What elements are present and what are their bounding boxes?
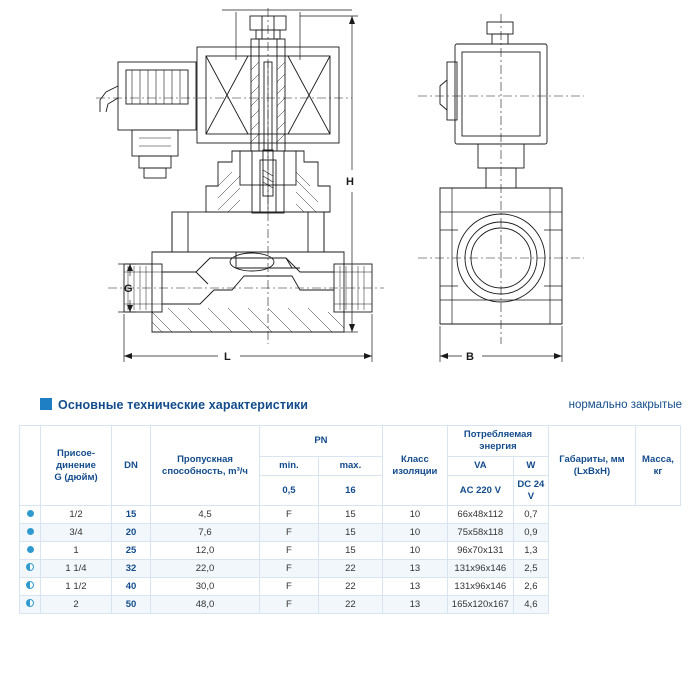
header-bullet	[20, 426, 41, 506]
dimension-label-g	[121, 284, 135, 298]
status-dot	[26, 563, 34, 571]
cell-dn: 15	[112, 506, 151, 524]
row-bullet	[20, 596, 41, 614]
cell-connection: 1	[41, 542, 112, 560]
header-row-main	[20, 426, 681, 457]
cell-dimensions: 75x58x118	[447, 524, 513, 542]
accent-bar	[40, 398, 52, 410]
status-dot	[26, 581, 34, 589]
svg-text:H: H	[346, 176, 354, 188]
cell-dn: 20	[112, 524, 151, 542]
specifications-section	[0, 385, 700, 614]
cell-connection: 1 1/4	[41, 560, 112, 578]
cell-mass: 2,5	[513, 560, 548, 578]
header-mass: Масса, кг	[636, 426, 681, 506]
cell-va: 15	[318, 542, 382, 560]
table-row[interactable]	[20, 506, 681, 524]
status-dot	[27, 546, 34, 553]
cell-connection: 2	[41, 596, 112, 614]
cell-insulation: F	[260, 542, 319, 560]
cell-w: 10	[382, 542, 447, 560]
cell-dimensions: 165x120x167	[447, 596, 513, 614]
row-bullet	[20, 542, 41, 560]
table-row[interactable]	[20, 542, 681, 560]
cell-dimensions: 131x96x146	[447, 560, 513, 578]
cell-connection: 3/4	[41, 524, 112, 542]
pn-min-value: 0,5	[260, 475, 319, 506]
table-row[interactable]	[20, 560, 681, 578]
cell-w: 10	[382, 524, 447, 542]
header-power: Потребляемая энергия	[447, 426, 548, 457]
row-bullet	[20, 560, 41, 578]
header-capacity: Пропускная способность, m³/ч	[151, 426, 260, 506]
header-pn-min: min.	[260, 456, 319, 475]
table-body	[20, 506, 681, 614]
dimension-label-b	[463, 350, 477, 364]
side-outline-view	[418, 14, 584, 363]
svg-text:B: B	[466, 351, 474, 363]
cell-dn: 32	[112, 560, 151, 578]
header-power-va-sub: AC 220 V	[447, 475, 513, 506]
cell-capacity: 4,5	[151, 506, 260, 524]
cell-mass: 2,6	[513, 578, 548, 596]
section-title: Основные технические характеристики	[58, 398, 308, 412]
cell-dimensions: 66x48x112	[447, 506, 513, 524]
cell-insulation: F	[260, 596, 319, 614]
cell-mass: 0,7	[513, 506, 548, 524]
cell-dimensions: 96x70x131	[447, 542, 513, 560]
cell-dn: 40	[112, 578, 151, 596]
cell-insulation: F	[260, 560, 319, 578]
header-pn-max: max.	[318, 456, 382, 475]
header-pn: PN	[260, 426, 383, 457]
cell-capacity: 12,0	[151, 542, 260, 560]
header-power-w-sub: DC 24 V	[513, 475, 548, 506]
status-dot	[27, 510, 34, 517]
status-dot	[27, 528, 34, 535]
status-dot	[26, 599, 34, 607]
cell-connection: 1 1/2	[41, 578, 112, 596]
svg-text:G: G	[124, 283, 133, 295]
header-power-va: VA	[447, 456, 513, 475]
svg-text:L: L	[224, 351, 231, 363]
row-bullet	[20, 578, 41, 596]
cell-capacity: 30,0	[151, 578, 260, 596]
cell-insulation: F	[260, 506, 319, 524]
cell-mass: 0,9	[513, 524, 548, 542]
cell-mass: 1,3	[513, 542, 548, 560]
section-note: нормально закрытые	[568, 399, 682, 411]
row-bullet	[20, 506, 41, 524]
cell-va: 22	[318, 560, 382, 578]
header-dn: DN	[112, 426, 151, 506]
cell-dimensions: 131x96x146	[447, 578, 513, 596]
table-head	[20, 426, 681, 506]
cell-dn: 50	[112, 596, 151, 614]
cell-capacity: 48,0	[151, 596, 260, 614]
header-dimensions: Габариты, мм (LxBxH)	[549, 426, 636, 506]
cell-w: 10	[382, 506, 447, 524]
dimension-label-l	[222, 350, 236, 364]
specifications-table	[19, 425, 681, 614]
cell-insulation: F	[260, 524, 319, 542]
header-power-w: W	[513, 456, 548, 475]
table-row[interactable]	[20, 524, 681, 542]
pn-max-value: 16	[318, 475, 382, 506]
cell-w: 13	[382, 578, 447, 596]
front-section-view	[96, 8, 384, 363]
header-insulation: Класс изоляции	[382, 426, 447, 506]
cell-connection: 1/2	[41, 506, 112, 524]
table-row[interactable]	[20, 578, 681, 596]
table-row[interactable]	[20, 596, 681, 614]
cell-va: 22	[318, 578, 382, 596]
dimension-label-h	[343, 178, 357, 192]
cell-capacity: 22,0	[151, 560, 260, 578]
cell-insulation: F	[260, 578, 319, 596]
section-header	[0, 385, 700, 425]
cell-dn: 25	[112, 542, 151, 560]
header-connection: Присое- динение G (дюйм)	[41, 426, 112, 506]
cell-va: 15	[318, 506, 382, 524]
cell-va: 22	[318, 596, 382, 614]
cell-capacity: 7,6	[151, 524, 260, 542]
cell-w: 13	[382, 560, 447, 578]
cell-va: 15	[318, 524, 382, 542]
row-bullet	[20, 524, 41, 542]
cell-mass: 4,6	[513, 596, 548, 614]
cell-w: 13	[382, 596, 447, 614]
